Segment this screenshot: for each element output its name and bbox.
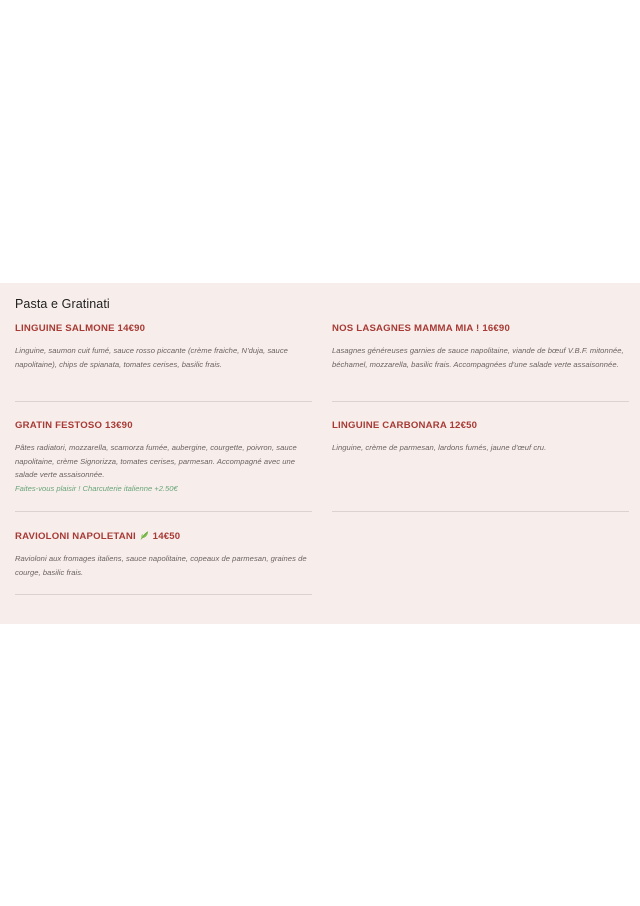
section-title: Pasta e Gratinati (15, 297, 110, 311)
menu-item-linguine-carbonara (332, 420, 629, 455)
menu-item-description: Pâtes radiatori, mozzarella, scamorza fumée, aubergine, courgette, poivron, sauce napolitaine, crème Signorizza, tomates cerises, parmesan. Accompagné avec une salade verte assaisonnée. (15, 443, 297, 479)
menu-item-description: Linguine, saumon cuit fumé, sauce rosso piccante (crème fraiche, N'duja, sauce napolitaine), chips de spianata, tomates cerises, basilic frais. (15, 346, 288, 369)
menu-item-lasagnes-mamma-mia (332, 323, 629, 371)
menu-item-linguine-salmone (15, 323, 312, 371)
item-separator (332, 401, 629, 402)
menu-item-description: Ravioloni aux fromages italiens, sauce napolitaine, copeaux de parmesan, graines de courge, basilic frais. (15, 554, 307, 577)
menu-item-gratin-festoso (15, 420, 312, 495)
menu-item-title: LINGUINE SALMONE 14€90 (15, 323, 146, 334)
item-separator (15, 511, 312, 512)
menu-item-description: Linguine, crème de parmesan, lardons fumés, jaune d'œuf cru. (332, 443, 547, 452)
menu-item-title (15, 530, 312, 543)
menu-item-title: NOS LASAGNES MAMMA MIA ! 16€90 (332, 323, 510, 334)
menu-item-ravioloni-napoletani (15, 530, 312, 579)
menu-item-name: RAVIOLONI NAPOLETANI (15, 531, 136, 542)
item-separator (332, 511, 629, 512)
menu-item-title: GRATIN FESTOSO 13€90 (15, 420, 133, 431)
item-separator (15, 401, 312, 402)
item-separator (15, 594, 312, 595)
menu-item-title: LINGUINE CARBONARA 12€50 (332, 420, 478, 431)
menu-item-price: 14€50 (152, 531, 181, 542)
menu-item-description: Lasagnes généreuses garnies de sauce napolitaine, viande de bœuf V.B.F. mitonnée, béchamel, mozzarella, basilic frais. Accompagnées d'une salade verte assaisonnée. (332, 346, 624, 369)
vegetarian-leaf-icon (140, 530, 149, 540)
menu-item-extra-note: Faites-vous plaisir ! Charcuterie italienne +2.50€ (15, 483, 178, 493)
